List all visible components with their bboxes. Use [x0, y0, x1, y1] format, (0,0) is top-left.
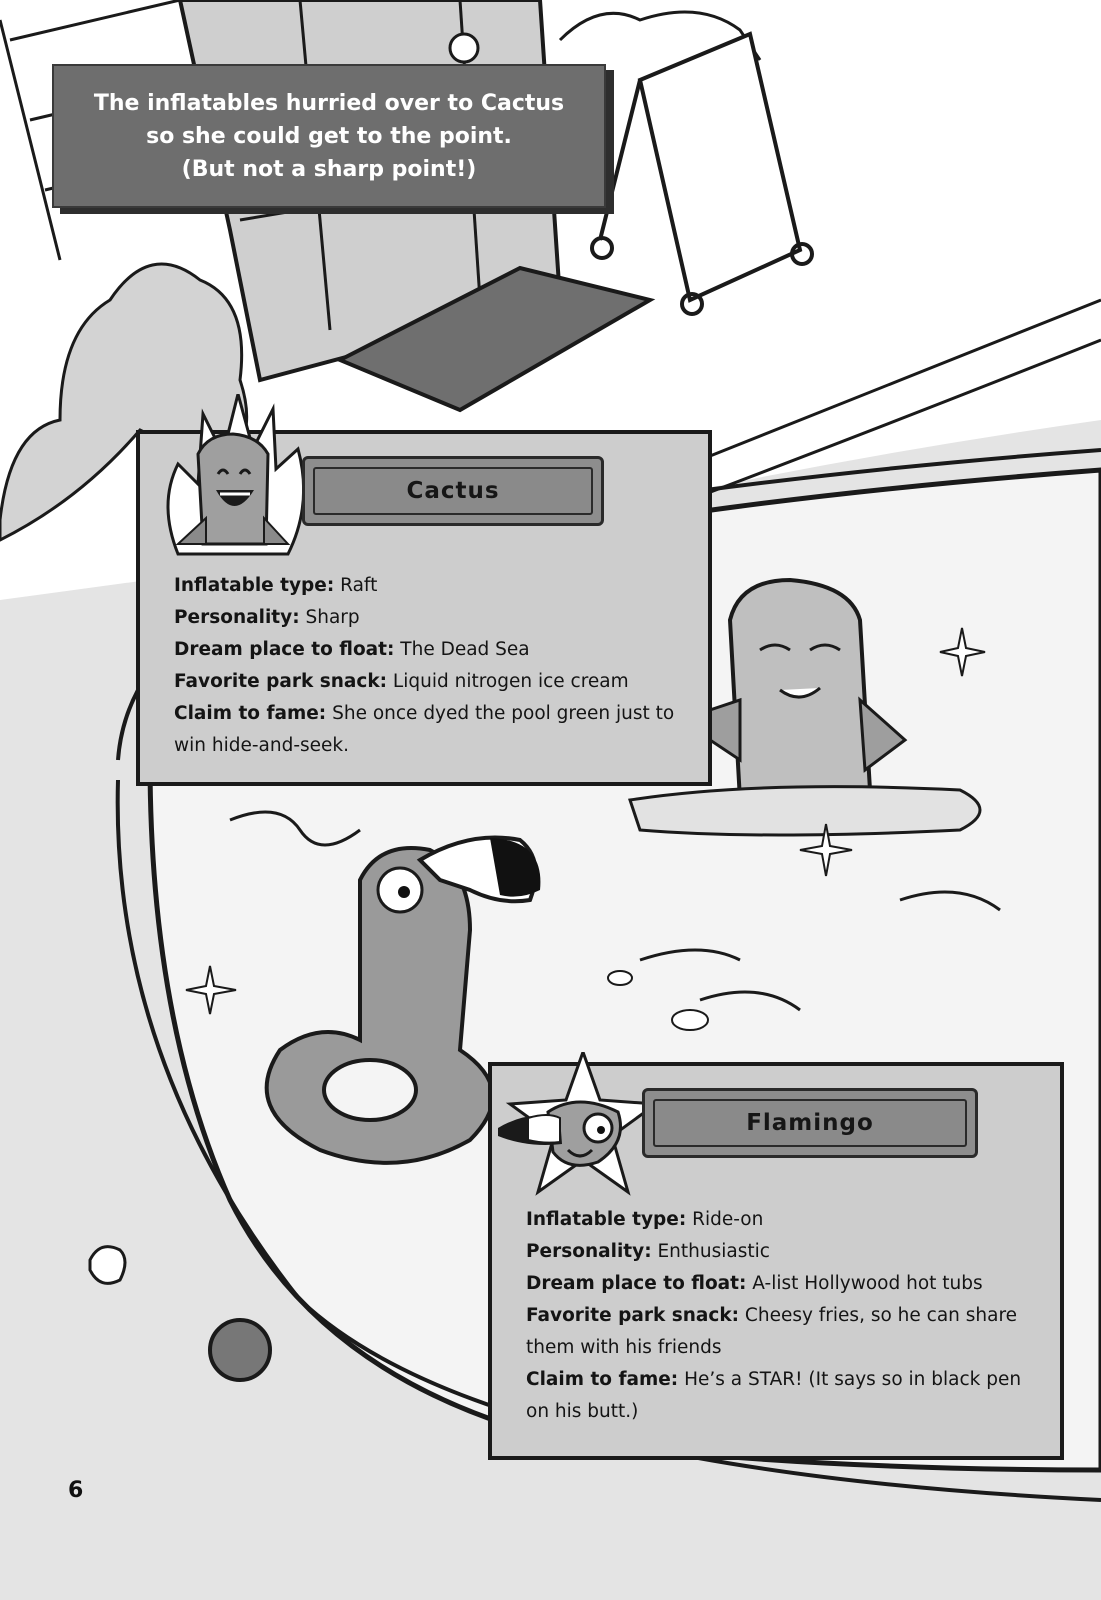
fact-value: Cheesy fries, so he can share them with his friends [526, 1305, 1018, 1358]
narration-caption [52, 64, 606, 208]
cactus-name: Cactus [406, 478, 500, 504]
fact-value: The Dead Sea [400, 639, 530, 660]
fact-label: Dream place to float: [174, 639, 395, 660]
fact-row [174, 666, 684, 698]
fact-row [526, 1300, 1036, 1364]
caption-line: (But not a sharp point!) [181, 156, 477, 182]
cactus-portrait [158, 394, 308, 559]
fact-value: He’s a STAR! (It says so in black pen on his butt.) [526, 1369, 1022, 1422]
fact-label: Favorite park snack: [526, 1305, 740, 1326]
fact-row [526, 1236, 1036, 1268]
cactus-name-plate [302, 456, 604, 526]
fact-value: A-list Hollywood hot tubs [752, 1273, 983, 1294]
fact-row [174, 634, 684, 666]
flamingo-name: Flamingo [746, 1110, 874, 1136]
fact-row [174, 570, 684, 602]
fact-value: Enthusiastic [657, 1241, 770, 1262]
page-number: 6 [68, 1478, 84, 1503]
flamingo-facts [526, 1204, 1036, 1428]
ball [210, 1320, 270, 1380]
fact-label: Claim to fame: [526, 1369, 679, 1390]
fact-value: Liquid nitrogen ice cream [392, 671, 629, 692]
fact-label: Dream place to float: [526, 1273, 747, 1294]
flamingo-name-plate [642, 1088, 978, 1158]
fact-label: Personality: [526, 1241, 652, 1262]
fact-row [174, 602, 684, 634]
cactus-facts [174, 570, 684, 762]
fact-label: Inflatable type: [526, 1209, 687, 1230]
fact-value: Sharp [305, 607, 360, 628]
fact-row [526, 1204, 1036, 1236]
fact-value: Raft [340, 575, 378, 596]
fact-row [526, 1364, 1036, 1428]
fact-label: Personality: [174, 607, 300, 628]
caption-line: The inflatables hurried over to Cactus [93, 90, 565, 116]
caption-line: so she could get to the point. [146, 123, 512, 149]
flamingo-profile-card [488, 1062, 1064, 1460]
fact-label: Inflatable type: [174, 575, 335, 596]
fact-row [526, 1268, 1036, 1300]
fact-label: Claim to fame: [174, 703, 327, 724]
fact-label: Favorite park snack: [174, 671, 388, 692]
fact-value: Ride-on [692, 1209, 764, 1230]
fact-value: She once dyed the pool green just to win hide-and-seek. [174, 703, 675, 756]
fact-row [174, 698, 684, 762]
cactus-profile-card [136, 430, 712, 786]
